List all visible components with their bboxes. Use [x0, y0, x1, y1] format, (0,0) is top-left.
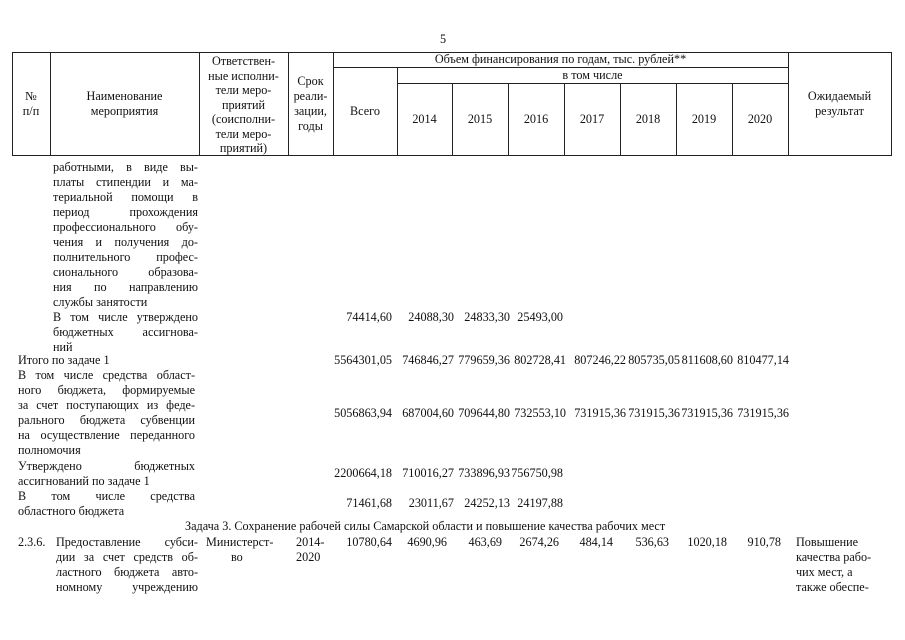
- header-num: № п/п: [22, 89, 40, 118]
- cont-line: профессионального обу-: [53, 220, 198, 234]
- approved-total: 74414,60: [346, 310, 392, 324]
- utv-2014: 710016,27: [402, 466, 454, 480]
- utv-2016: 756750,98: [511, 466, 563, 480]
- utv-2015: 733896,93: [458, 466, 510, 480]
- cont-line: период прохождения: [53, 205, 198, 219]
- cont-line: работными, в виде вы-: [53, 160, 198, 174]
- utv-line: Утверждено бюджетных: [18, 459, 195, 473]
- oblast-2018: 731915,36: [628, 406, 680, 420]
- vtch-line: областного бюджета: [18, 504, 125, 518]
- row-236-2015: 463,69: [468, 535, 502, 549]
- header-total: Всего: [350, 104, 380, 118]
- approved-2014: 24088,30: [408, 310, 454, 324]
- oblast-line: за счет поступающих из феде-: [18, 398, 195, 412]
- header-year-2014: 2014: [412, 112, 437, 126]
- oblast-2014: 687004,60: [402, 406, 454, 420]
- cont-line: службы занятости: [53, 295, 148, 309]
- cont-approved-line: бюджетных ассигнова-: [53, 325, 198, 339]
- row-236-name-line: Предоставление субси-: [56, 535, 198, 549]
- itogo-2020: 810477,14: [737, 353, 789, 367]
- oblast-total: 5056863,94: [334, 406, 392, 420]
- oblast-line: В том числе средства област-: [18, 368, 195, 382]
- row-236-responsible-line: во: [231, 550, 243, 564]
- row-236-2017: 484,14: [579, 535, 613, 549]
- approved-2015: 24833,30: [464, 310, 510, 324]
- header-year-2016: 2016: [523, 112, 549, 126]
- utv-total: 2200664,18: [334, 466, 392, 480]
- row-236-result-line: качества рабо-: [796, 550, 872, 564]
- cont-line: териальной помощи в: [53, 190, 198, 204]
- row-236-name-line: дии за счет средств об-: [56, 550, 198, 564]
- vtch-line: В том числе средства: [18, 489, 195, 503]
- oblast-2016: 732553,10: [514, 406, 566, 420]
- cont-line: сионального образова-: [53, 265, 198, 279]
- row-236-2019: 1020,18: [687, 535, 727, 549]
- header-year-2017: 2017: [579, 112, 605, 126]
- header-year-2015: 2015: [467, 112, 493, 126]
- vtch-2016: 24197,88: [517, 496, 563, 510]
- oblast-line: ного бюджета, формируемые: [18, 383, 195, 397]
- oblast-line: рального бюджета субвенции: [18, 413, 195, 427]
- itogo-2019: 811608,60: [681, 353, 733, 367]
- row-236-responsible-line: Министерст-: [206, 535, 274, 549]
- header-responsible: Ответствен- ные исполни- тели меро- приятий (соисполни- тели меро- приятий): [208, 54, 279, 155]
- row-236-result-line: чих мест, а: [796, 565, 853, 579]
- oblast-2019: 731915,36: [681, 406, 733, 420]
- task3-heading: Задача 3. Сохранение рабочей силы Самарской области и повышение качества рабочих мест: [185, 519, 666, 533]
- row-236-result-line: Повышение: [796, 535, 859, 549]
- row-236-name-line: номному учреждению: [56, 580, 198, 594]
- itogo-2018: 805735,05: [628, 353, 680, 367]
- itogo-2016: 802728,41: [514, 353, 566, 367]
- header-result: Ожидаемый результат: [807, 89, 872, 118]
- utv-line: ассигнований по задаче 1: [18, 474, 150, 488]
- vtch-2015: 24252,13: [464, 496, 510, 510]
- cont-line: полнительного профес-: [53, 250, 198, 264]
- row-236-2018: 536,63: [635, 535, 669, 549]
- header-year-2020: 2020: [747, 112, 773, 126]
- oblast-2017: 731915,36: [574, 406, 626, 420]
- vtch-total: 71461,68: [346, 496, 392, 510]
- row-236-term-line: 2014-: [296, 535, 325, 549]
- itogo-2014: 746846,27: [402, 353, 454, 367]
- itogo-label: Итого по задаче 1: [18, 353, 110, 367]
- header-year-2019: 2019: [691, 112, 717, 126]
- row-236-num: 2.3.6.: [18, 535, 46, 549]
- header-term: Срок реали- зации, годы: [293, 74, 328, 133]
- header-financing: Объем финансирования по годам, тыс. рублей**: [434, 52, 687, 66]
- row-236-2014: 4690,96: [407, 535, 447, 549]
- vtch-2014: 23011,67: [408, 496, 454, 510]
- cont-line: чения и получения до-: [53, 235, 198, 249]
- oblast-line: на осуществление переданного: [18, 428, 195, 442]
- itogo-total: 5564301,05: [334, 353, 392, 367]
- header-including: в том числе: [562, 68, 623, 82]
- header-year-2018: 2018: [635, 112, 661, 126]
- cont-approved-line: В том числе утверждено: [53, 310, 198, 324]
- row-236-name-line: ластного бюджета авто-: [56, 565, 198, 579]
- oblast-2020: 731915,36: [737, 406, 789, 420]
- row-236-2020: 910,78: [747, 535, 781, 549]
- approved-2016: 25493,00: [517, 310, 563, 324]
- page-number: 5: [440, 32, 447, 46]
- row-236-2016: 2674,26: [519, 535, 559, 549]
- itogo-2017: 807246,22: [574, 353, 626, 367]
- oblast-line: полномочия: [18, 443, 81, 457]
- cont-line: платы стипендии и ма-: [53, 175, 198, 189]
- header-name: Наименование мероприятия: [86, 89, 163, 118]
- oblast-2015: 709644,80: [458, 406, 510, 420]
- row-236-term-line: 2020: [296, 550, 321, 564]
- row-236-result-line: также обеспе-: [796, 580, 869, 594]
- row-236-total: 10780,64: [346, 535, 392, 549]
- cont-line: ния по направлению: [53, 280, 198, 294]
- itogo-2015: 779659,36: [458, 353, 510, 367]
- cont-approved-line: ний: [53, 340, 73, 354]
